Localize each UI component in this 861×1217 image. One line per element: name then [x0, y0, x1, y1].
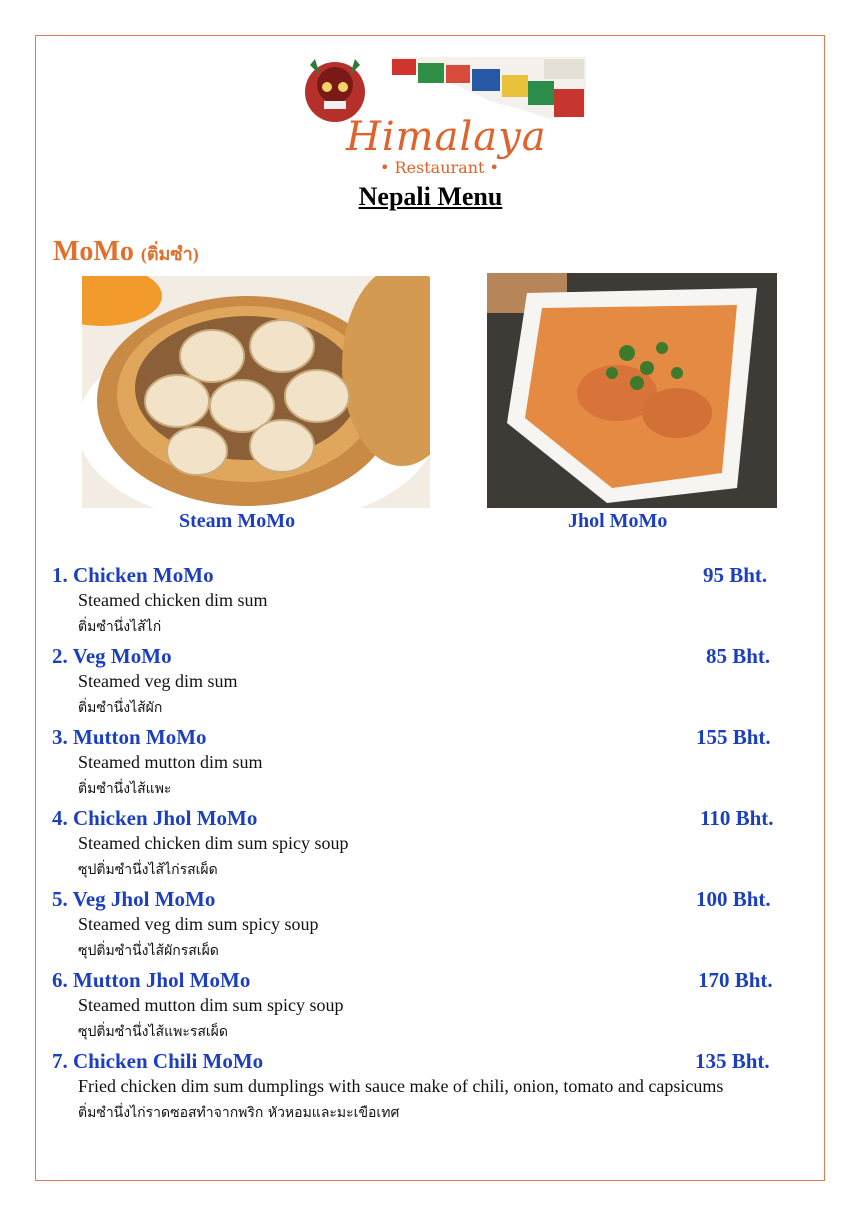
section-name: MoMo	[53, 236, 134, 267]
item-description: Steamed chicken dim sum	[78, 590, 268, 610]
item-price: 100 Bht.	[696, 887, 771, 911]
steamed-momo-photo	[82, 276, 430, 508]
restaurant-logo	[300, 57, 586, 180]
item-description: Fried chicken dim sum dumplings with sauce make of chili, onion, tomato and capsicums	[78, 1076, 724, 1096]
item-price: 155 Bht.	[696, 725, 771, 749]
item-name: 3. Mutton MoMo	[52, 725, 207, 749]
item-name: 2. Veg MoMo	[52, 644, 172, 668]
item-name: 6. Mutton Jhol MoMo	[52, 968, 251, 992]
section-thai: (ติ่มซำ)	[140, 244, 199, 264]
item-thai: ซุปติ่มซำนึ่งไส้ไก่รสเผ็ด	[78, 862, 218, 878]
mask-icon	[305, 59, 365, 122]
item-description: Steamed veg dim sum spicy soup	[78, 914, 319, 934]
item-thai: ซุปติ่มซำนึ่งไส้ผักรสเผ็ด	[78, 943, 219, 959]
logo-subtitle: • Restaurant •	[380, 158, 499, 177]
item-price: 135 Bht.	[695, 1049, 770, 1073]
item-thai: ติ่มซำนึ่งไส้แพะ	[78, 781, 172, 797]
item-thai: ซุปติ่มซำนึ่งไส้แพะรสเผ็ด	[78, 1024, 228, 1040]
item-price: 110 Bht.	[700, 806, 774, 830]
jhol-momo-photo	[487, 273, 777, 508]
photo-caption-jhol: Jhol MoMo	[568, 510, 668, 532]
item-description: Steamed mutton dim sum	[78, 752, 263, 772]
item-name: 1. Chicken MoMo	[52, 563, 214, 587]
item-price: 170 Bht.	[698, 968, 773, 992]
item-thai: ติ่มซำนึ่งไก่ราดซอสทำจากพริก หัวหอมและมะเขือเทศ	[78, 1105, 400, 1121]
item-name: 5. Veg Jhol MoMo	[52, 887, 216, 911]
item-price: 95 Bht.	[703, 563, 768, 587]
logo-name: Himalaya	[346, 114, 547, 160]
page-title: Nepali Menu	[358, 182, 503, 211]
item-thai: ติ่มซำนึ่งไส้ไก่	[78, 619, 162, 635]
photo-caption-steam: Steam MoMo	[179, 510, 296, 532]
item-thai: ติ่มซำนึ่งไส้ผัก	[78, 700, 163, 716]
item-description: Steamed chicken dim sum spicy soup	[78, 833, 349, 853]
item-description: Steamed mutton dim sum spicy soup	[78, 995, 344, 1015]
item-price: 85 Bht.	[706, 644, 771, 668]
item-name: 7. Chicken Chili MoMo	[52, 1049, 264, 1073]
item-description: Steamed veg dim sum	[78, 671, 238, 691]
section-heading	[53, 236, 199, 268]
item-name: 4. Chicken Jhol MoMo	[52, 806, 258, 830]
